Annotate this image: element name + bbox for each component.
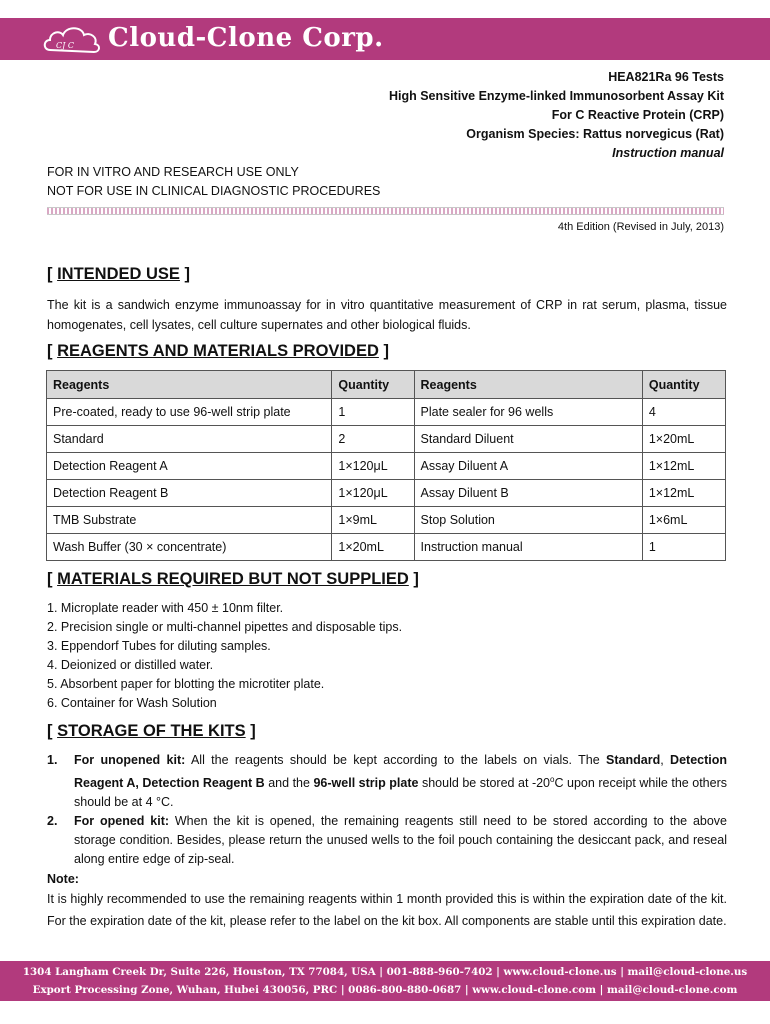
table-cell: Assay Diluent A bbox=[414, 453, 642, 480]
table-row bbox=[47, 453, 726, 480]
table-cell: Assay Diluent B bbox=[414, 480, 642, 507]
intended-use-text: The kit is a sandwich enzyme immunoassay for in vitro quantitative measurement of CRP in rat serum, plasma, tissue homogenates, cell lysates, cell culture supernates and other biological fluids. bbox=[47, 298, 727, 332]
research-use-line: FOR IN VITRO AND RESEARCH USE ONLY bbox=[47, 165, 299, 179]
table-row bbox=[47, 534, 726, 561]
item-body: For unopened kit: All the reagents should be kept according to the labels on vials. The Standard, Detection Reagent A, Detection Reagent B and the 96-well strip plate should be stored at -20$^o$C upon receipt while the others should be at 4 °C. bbox=[74, 753, 727, 810]
table-row bbox=[47, 507, 726, 534]
table-cell: Plate sealer for 96 wells bbox=[414, 399, 642, 426]
species-line: Organism Species: Rattus norvegicus (Rat) bbox=[466, 127, 724, 141]
header-band bbox=[0, 18, 770, 60]
storage-section bbox=[47, 751, 727, 932]
table-cell: 1×9mL bbox=[332, 507, 414, 534]
item-number: 1. bbox=[47, 753, 58, 767]
footer-band bbox=[0, 961, 770, 1001]
item-number: 2. bbox=[47, 814, 58, 829]
table-cell: 1 bbox=[332, 399, 414, 426]
storage-item-unopened bbox=[47, 751, 727, 812]
edition-text: 4th Edition (Revised in July, 2013) bbox=[557, 221, 724, 233]
table-row bbox=[47, 399, 726, 426]
table-cell: Detection Reagent A bbox=[47, 453, 332, 480]
table-cell: Standard Diluent bbox=[414, 426, 642, 453]
intended-use-heading: [ INTENDED USE ] bbox=[47, 265, 191, 283]
list-item: 4. Deionized or distilled water. bbox=[47, 658, 214, 672]
cloud-clone-logo-icon bbox=[42, 22, 102, 56]
table-cell: Wash Buffer (30 × concentrate) bbox=[47, 534, 332, 561]
brand-name: Cloud-Clone Corp. bbox=[108, 23, 384, 53]
note-label: Note: bbox=[47, 872, 79, 887]
required-list bbox=[47, 599, 402, 713]
table-cell: 4 bbox=[642, 399, 725, 426]
note-text: It is highly recommended to use the remaining reagents within 1 month provided this is within the expiration date of the kit. For the expiration date of the kit, please refer to the label on the kit box. All components are stable until this expiration date. bbox=[47, 892, 727, 928]
table-cell: 1×12mL bbox=[642, 480, 725, 507]
reagents-heading: [ REAGENTS AND MATERIALS PROVIDED ] bbox=[47, 342, 389, 360]
table-header-row bbox=[47, 371, 726, 399]
kit-name-line: High Sensitive Enzyme-linked Immunosorbent Assay Kit bbox=[388, 89, 724, 103]
header-reagents: Reagents bbox=[47, 371, 332, 399]
table-cell: Instruction manual bbox=[414, 534, 642, 561]
list-item: 6. Container for Wash Solution bbox=[47, 696, 217, 710]
table-cell: Pre-coated, ready to use 96-well strip plate bbox=[47, 399, 332, 426]
reagents-table bbox=[46, 370, 726, 561]
title-block bbox=[389, 68, 724, 163]
target-line: For C Reactive Protein (CRP) bbox=[551, 108, 724, 122]
required-heading: [ MATERIALS REQUIRED BUT NOT SUPPLIED ] bbox=[47, 570, 419, 588]
table-cell: 1×6mL bbox=[642, 507, 725, 534]
item-body: For opened kit: When the kit is opened, the remaining reagents still need to be stored according to the above storage condition. Besides, please return the unused wells to the foil pouch containing the desiccant pack, and reseal along entire edge of zip-seal. bbox=[74, 814, 728, 867]
manual-line: Instruction manual bbox=[612, 146, 724, 160]
table-cell: 1×20mL bbox=[332, 534, 414, 561]
list-item: 3. Eppendorf Tubes for diluting samples. bbox=[47, 639, 271, 653]
table-cell: TMB Substrate bbox=[47, 507, 332, 534]
table-row bbox=[47, 426, 726, 453]
list-item: 2. Precision single or multi-channel pipettes and disposable tips. bbox=[47, 620, 403, 634]
header-quantity: Quantity bbox=[332, 371, 414, 399]
divider bbox=[47, 207, 724, 215]
catalog-line: HEA821Ra 96 Tests bbox=[608, 70, 724, 84]
table-cell: 1×120μL bbox=[332, 480, 414, 507]
logo-initials: CJ C bbox=[56, 41, 74, 50]
table-cell: Standard bbox=[47, 426, 332, 453]
table-row bbox=[47, 480, 726, 507]
footer-usa-line: 1304 Langham Creek Dr, Suite 226, Houston, TX 77084, USA | 001-888-960-7402 | www.cloud-clone.us | mail@cloud-clone.us bbox=[22, 966, 748, 978]
footer-prc-line: Export Processing Zone, Wuhan, Hubei 430056, PRC | 0086-800-880-0687 | www.cloud-clone.com | mail@cloud-clone.com bbox=[32, 984, 738, 996]
table-cell: 1 bbox=[642, 534, 725, 561]
table-cell: 1×12mL bbox=[642, 453, 725, 480]
list-item: 1. Microplate reader with 450 ± 10nm filter. bbox=[47, 601, 284, 615]
clinical-warning-line: NOT FOR USE IN CLINICAL DIAGNOSTIC PROCEDURES bbox=[47, 184, 381, 198]
header-quantity: Quantity bbox=[642, 371, 725, 399]
table-cell: 1×120μL bbox=[332, 453, 414, 480]
use-statements bbox=[47, 163, 380, 201]
table-cell: 1×20mL bbox=[642, 426, 725, 453]
storage-heading: [ STORAGE OF THE KITS ] bbox=[47, 722, 256, 740]
header-reagents: Reagents bbox=[414, 371, 642, 399]
table-cell: 2 bbox=[332, 426, 414, 453]
list-item: 5. Absorbent paper for blotting the microtiter plate. bbox=[47, 677, 325, 691]
storage-item-opened bbox=[47, 812, 727, 869]
table-cell: Stop Solution bbox=[414, 507, 642, 534]
table-cell: Detection Reagent B bbox=[47, 480, 332, 507]
